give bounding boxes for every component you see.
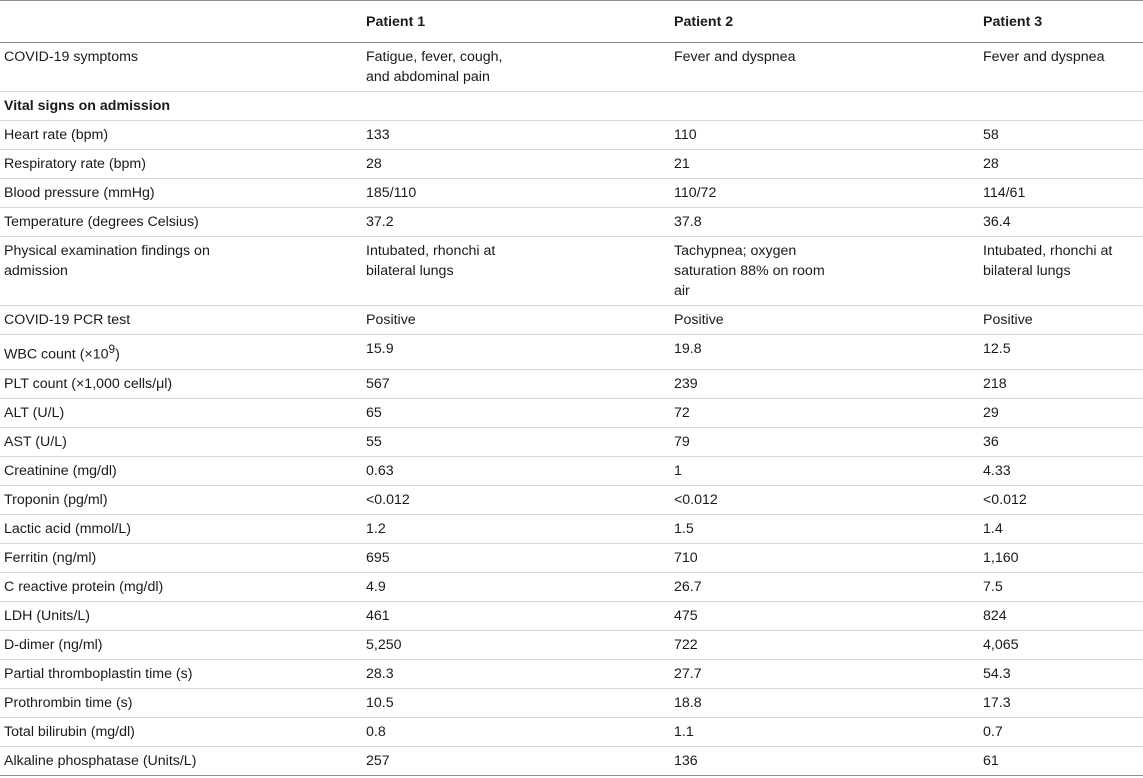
cell-patient-1: 37.2: [362, 208, 670, 237]
cell-patient-2: <0.012: [670, 485, 979, 514]
row-label: Troponin (pg/ml): [0, 485, 362, 514]
row-label: Temperature (degrees Celsius): [0, 208, 362, 237]
cell-patient-2: 72: [670, 398, 979, 427]
table-row: [0, 335, 1143, 370]
table-row: [0, 43, 1143, 92]
table-row: [0, 630, 1143, 659]
cell-patient-1: 257: [362, 746, 670, 775]
cell-patient-2: 710: [670, 543, 979, 572]
cell-patient-2: 1.1: [670, 717, 979, 746]
cell-patient-2: 110/72: [670, 179, 979, 208]
cell-patient-2: 37.8: [670, 208, 979, 237]
cell-patient-3: <0.012: [979, 485, 1143, 514]
cell-patient-3: 58: [979, 121, 1143, 150]
section-heading: Vital signs on admission: [0, 92, 1143, 121]
table-row: [0, 659, 1143, 688]
table-row: [0, 398, 1143, 427]
cell-patient-2: 110: [670, 121, 979, 150]
row-label: WBC count $(\times 10^9)$: [0, 335, 362, 370]
table-row: [0, 746, 1143, 775]
row-label: Heart rate (bpm): [0, 121, 362, 150]
cell-patient-1: 0.8: [362, 717, 670, 746]
cell-patient-1: 65: [362, 398, 670, 427]
cell-patient-3: 1.4: [979, 514, 1143, 543]
table-body: [0, 43, 1143, 776]
cell-patient-1: 28.3: [362, 659, 670, 688]
cell-patient-1: Intubated, rhonchi at bilateral lungs: [362, 237, 670, 306]
row-label: ALT (U/L): [0, 398, 362, 427]
cell-patient-2: 722: [670, 630, 979, 659]
cell-patient-1: 0.63: [362, 456, 670, 485]
cell-patient-2: 475: [670, 601, 979, 630]
cell-patient-3: Fever and dyspnea: [979, 43, 1143, 92]
cell-patient-3: 61: [979, 746, 1143, 775]
table-row: [0, 485, 1143, 514]
cell-patient-1: 15.9: [362, 335, 670, 370]
cell-patient-2: 1.5: [670, 514, 979, 543]
row-label: AST (U/L): [0, 427, 362, 456]
cell-patient-1: 185/110: [362, 179, 670, 208]
cell-patient-1: 10.5: [362, 688, 670, 717]
table-row: [0, 543, 1143, 572]
cell-patient-2: Positive: [670, 306, 979, 335]
cell-patient-3: Positive: [979, 306, 1143, 335]
cell-patient-2: 239: [670, 369, 979, 398]
cell-patient-3: Intubated, rhonchi at bilateral lungs: [979, 237, 1143, 306]
cell-patient-3: 54.3: [979, 659, 1143, 688]
table-row: [0, 179, 1143, 208]
cell-patient-3: 29: [979, 398, 1143, 427]
cell-patient-1: 1.2: [362, 514, 670, 543]
cell-patient-3: 7.5: [979, 572, 1143, 601]
cell-patient-3: 28: [979, 150, 1143, 179]
cell-patient-3: 114/61: [979, 179, 1143, 208]
row-label: D-dimer (ng/ml): [0, 630, 362, 659]
cell-patient-3: 218: [979, 369, 1143, 398]
cell-patient-1: <0.012: [362, 485, 670, 514]
cell-patient-3: 4,065: [979, 630, 1143, 659]
cell-patient-1: 461: [362, 601, 670, 630]
cell-patient-2: 19.8: [670, 335, 979, 370]
cell-patient-3: 12.5: [979, 335, 1143, 370]
header-parameter: [0, 1, 362, 43]
cell-patient-1: 28: [362, 150, 670, 179]
cell-patient-2: 26.7: [670, 572, 979, 601]
table-row: [0, 456, 1143, 485]
cell-patient-1: 4.9: [362, 572, 670, 601]
cell-patient-3: 4.33: [979, 456, 1143, 485]
cell-patient-3: 824: [979, 601, 1143, 630]
table-header: [0, 1, 1143, 43]
cell-patient-2: 136: [670, 746, 979, 775]
cell-patient-3: 0.7: [979, 717, 1143, 746]
row-label: PLT count (×1,000 cells/μl): [0, 369, 362, 398]
header-row: [0, 1, 1143, 43]
row-label: Blood pressure (mmHg): [0, 179, 362, 208]
cell-patient-2: 79: [670, 427, 979, 456]
cell-patient-1: 133: [362, 121, 670, 150]
table-row: [0, 237, 1143, 306]
cell-patient-2: Fever and dyspnea: [670, 43, 979, 92]
row-label: Alkaline phosphatase (Units/L): [0, 746, 362, 775]
table-row: [0, 306, 1143, 335]
table-row: [0, 601, 1143, 630]
table-row: [0, 208, 1143, 237]
cell-patient-2: 1: [670, 456, 979, 485]
cell-patient-1: 55: [362, 427, 670, 456]
row-label: C reactive protein (mg/dl): [0, 572, 362, 601]
cell-patient-2: 27.7: [670, 659, 979, 688]
cell-patient-2: 18.8: [670, 688, 979, 717]
header-patient-2: Patient 2: [670, 1, 979, 43]
table-row: [0, 514, 1143, 543]
row-label: Prothrombin time (s): [0, 688, 362, 717]
section-row: [0, 92, 1143, 121]
cell-patient-1: Positive: [362, 306, 670, 335]
superscript-exponent: 9: [108, 342, 116, 356]
header-patient-1: Patient 1: [362, 1, 670, 43]
cell-patient-1: 567: [362, 369, 670, 398]
row-label: Respiratory rate (bpm): [0, 150, 362, 179]
cell-patient-1: 5,250: [362, 630, 670, 659]
cell-patient-2: 21: [670, 150, 979, 179]
cell-patient-2: Tachypnea; oxygen saturation 88% on room air: [670, 237, 979, 306]
cell-patient-3: 36: [979, 427, 1143, 456]
header-patient-3: Patient 3: [979, 1, 1143, 43]
table-row: [0, 572, 1143, 601]
row-label: Creatinine (mg/dl): [0, 456, 362, 485]
row-label: Total bilirubin (mg/dl): [0, 717, 362, 746]
cell-patient-1: 695: [362, 543, 670, 572]
table-row: [0, 121, 1143, 150]
cell-patient-1: Fatigue, fever, cough, and abdominal pain: [362, 43, 670, 92]
table-row: [0, 427, 1143, 456]
table-row: [0, 369, 1143, 398]
row-label: Ferritin (ng/ml): [0, 543, 362, 572]
row-label: COVID-19 symptoms: [0, 43, 362, 92]
table-row: [0, 150, 1143, 179]
row-label: Lactic acid (mmol/L): [0, 514, 362, 543]
cell-patient-3: 1,160: [979, 543, 1143, 572]
row-label: Physical examination findings on admission: [0, 237, 362, 306]
table-row: [0, 717, 1143, 746]
cell-patient-3: 17.3: [979, 688, 1143, 717]
table-row: [0, 688, 1143, 717]
row-label: LDH (Units/L): [0, 601, 362, 630]
row-label: COVID-19 PCR test: [0, 306, 362, 335]
cell-patient-3: 36.4: [979, 208, 1143, 237]
row-label: Partial thromboplastin time (s): [0, 659, 362, 688]
